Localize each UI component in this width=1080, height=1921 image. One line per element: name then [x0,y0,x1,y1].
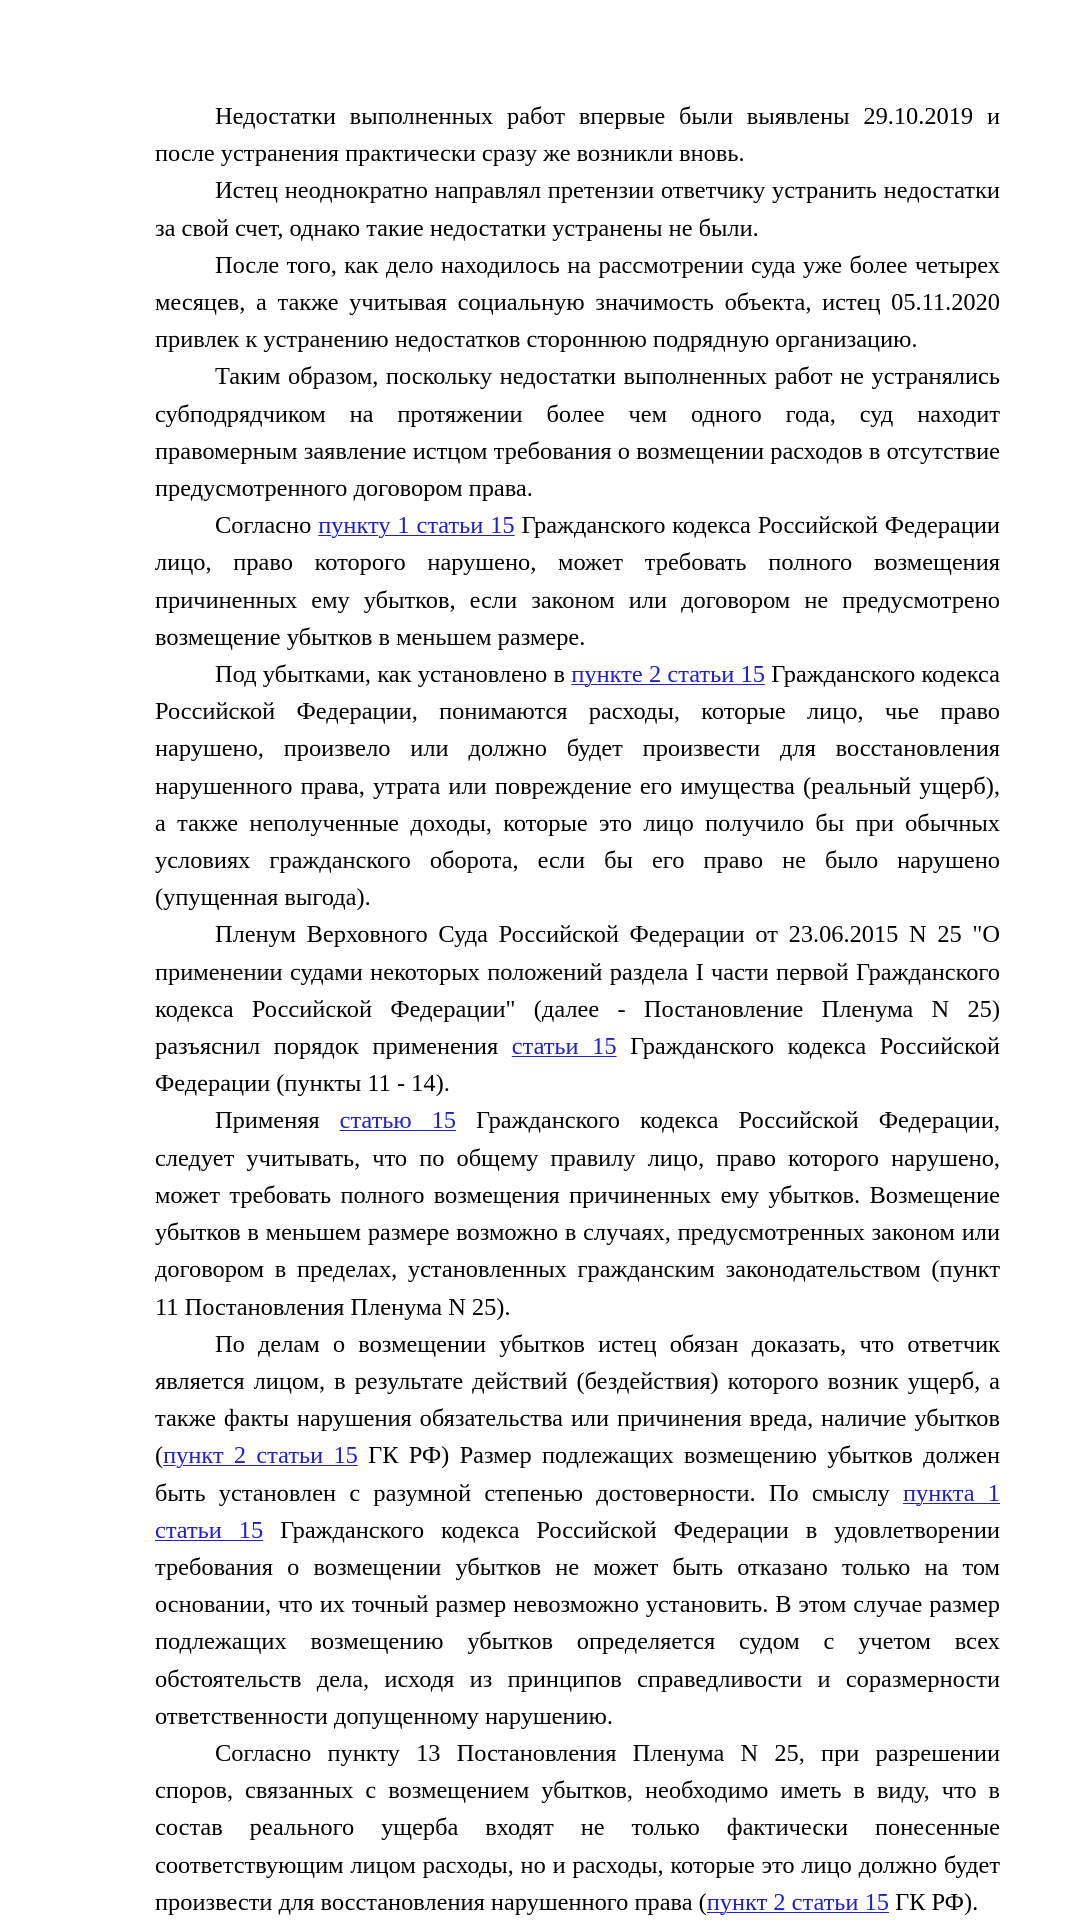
paragraph-text: Пленум Верховного Суда Российской Федерации от 23.06.2015 N 25 "О применении судами некоторых положений раздела I части первой Гражданского кодекса Российской Федерации" (далее - Постановление Пленума N 25) разъяснил порядок применения [155,921,1000,1061]
paragraph [155,247,1000,359]
paragraph [155,98,1000,172]
paragraph [155,1102,1000,1325]
paragraph-text: Таким образом, поскольку недостатки выполненных работ не устранялись субподрядчиком на протяжении более чем одного года, суд находит правомерным заявление истцом требования о возмещении расходов в отсутствие предусмотренного договором права. [155,363,1000,503]
paragraph [155,507,1000,656]
paragraph-text: Согласно пункту 13 Постановления Пленума N 25, при разрешении споров, связанных с возмещением убытков, необходимо иметь в виду, что в состав реального ущерба входят не только фактически понесенные соответствующим лицом расходы, но и расходы, которые это лицо должно будет произвести для восстановления нарушенного права ( [155,1739,1000,1916]
paragraph-text: Под убытками, как установлено в [215,661,572,689]
legal-reference-link[interactable]: пункту 1 статьи 15 [318,512,515,540]
legal-reference-link[interactable]: статью 15 [339,1107,457,1135]
paragraph-text: Недостатки выполненных работ впервые были выявлены 29.10.2019 и после устранения практически сразу же возникли вновь. [155,103,1000,168]
paragraph [155,1735,1000,1921]
paragraph [155,358,1000,507]
paragraph-text: Гражданского кодекса Российской Федерации, понимаются расходы, которые лицо, чье право нарушено, произвело или должно будет произвести для восстановления нарушенного права, утрата или повреждение его имущества (реальный ущерб), а также неполученные доходы, которые это лицо получило бы при обычных условиях гражданского оборота, если бы его право не было нарушено (упущенная выгода). [155,661,1000,912]
paragraph-text: Гражданского кодекса Российской Федерации в удовлетворении требования о возмещении убытков не может быть отказано только на том основании, что их точный размер невозможно установить. В этом случае размер подлежащих возмещению убытков определяется судом с учетом всех обстоятельств дела, исходя из принципов справедливости и соразмерности ответственности допущенному нарушению. [155,1516,1000,1730]
legal-reference-link[interactable]: статьи 15 [511,1033,617,1061]
paragraph-text: После того, как дело находилось на рассмотрении суда уже более четырех месяцев, а также учитывая социальную значимость объекта, истец 05.11.2020 привлек к устранению недостатков стороннюю подрядную организацию. [155,251,1000,354]
legal-reference-link[interactable]: пункт 2 статьи 15 [706,1888,889,1916]
document-body [155,98,1000,1921]
paragraph-text: Гражданского кодекса Российской Федерации (пункты 11 - 14). [155,1033,1000,1098]
paragraph [155,916,1000,1102]
paragraph-text: Применяя [215,1107,340,1135]
paragraph-text: ГК РФ) Размер подлежащих возмещению убытков должен быть установлен с разумной степенью достоверности. По смыслу [155,1442,1001,1507]
paragraph-text: Истец неоднократно направлял претензии ответчику устранить недостатки за свой счет, однако такие недостатки устранены не были. [155,177,1000,242]
paragraph [155,1326,1000,1735]
legal-reference-link[interactable]: пункта 1 статьи 15 [155,1479,1001,1544]
paragraph-text: ГК РФ). [888,1888,979,1916]
paragraph-text: Гражданского кодекса Российской Федерации лицо, право которого нарушено, может требовать полного возмещения причиненных ему убытков, если законом или договором не предусмотрено возмещение убытков в меньшем размере. [155,512,1000,651]
paragraph-text: Гражданского кодекса Российской Федерации, следует учитывать, что по общему правилу лицо, право которого нарушено, может требовать полного возмещения причиненных ему убытков. Возмещение убытков в меньшем размере возможно в случаях, предусмотренных законом или договором в пределах, установленных гражданским законодательством (пункт 11 Постановления Пленума N 25). [155,1107,1000,1321]
paragraph [155,172,1000,246]
paragraph [155,656,1000,916]
legal-reference-link[interactable]: пункт 2 статьи 15 [163,1442,358,1470]
legal-reference-link[interactable]: пункте 2 статьи 15 [571,661,765,689]
paragraph-text: По делам о возмещении убытков истец обязан доказать, что ответчик является лицом, в результате действий (бездействия) которого возник ущерб, а также факты нарушения обязательства или причинения вреда, наличие убытков ( [155,1330,1000,1470]
paragraph-text: Согласно [215,512,319,540]
